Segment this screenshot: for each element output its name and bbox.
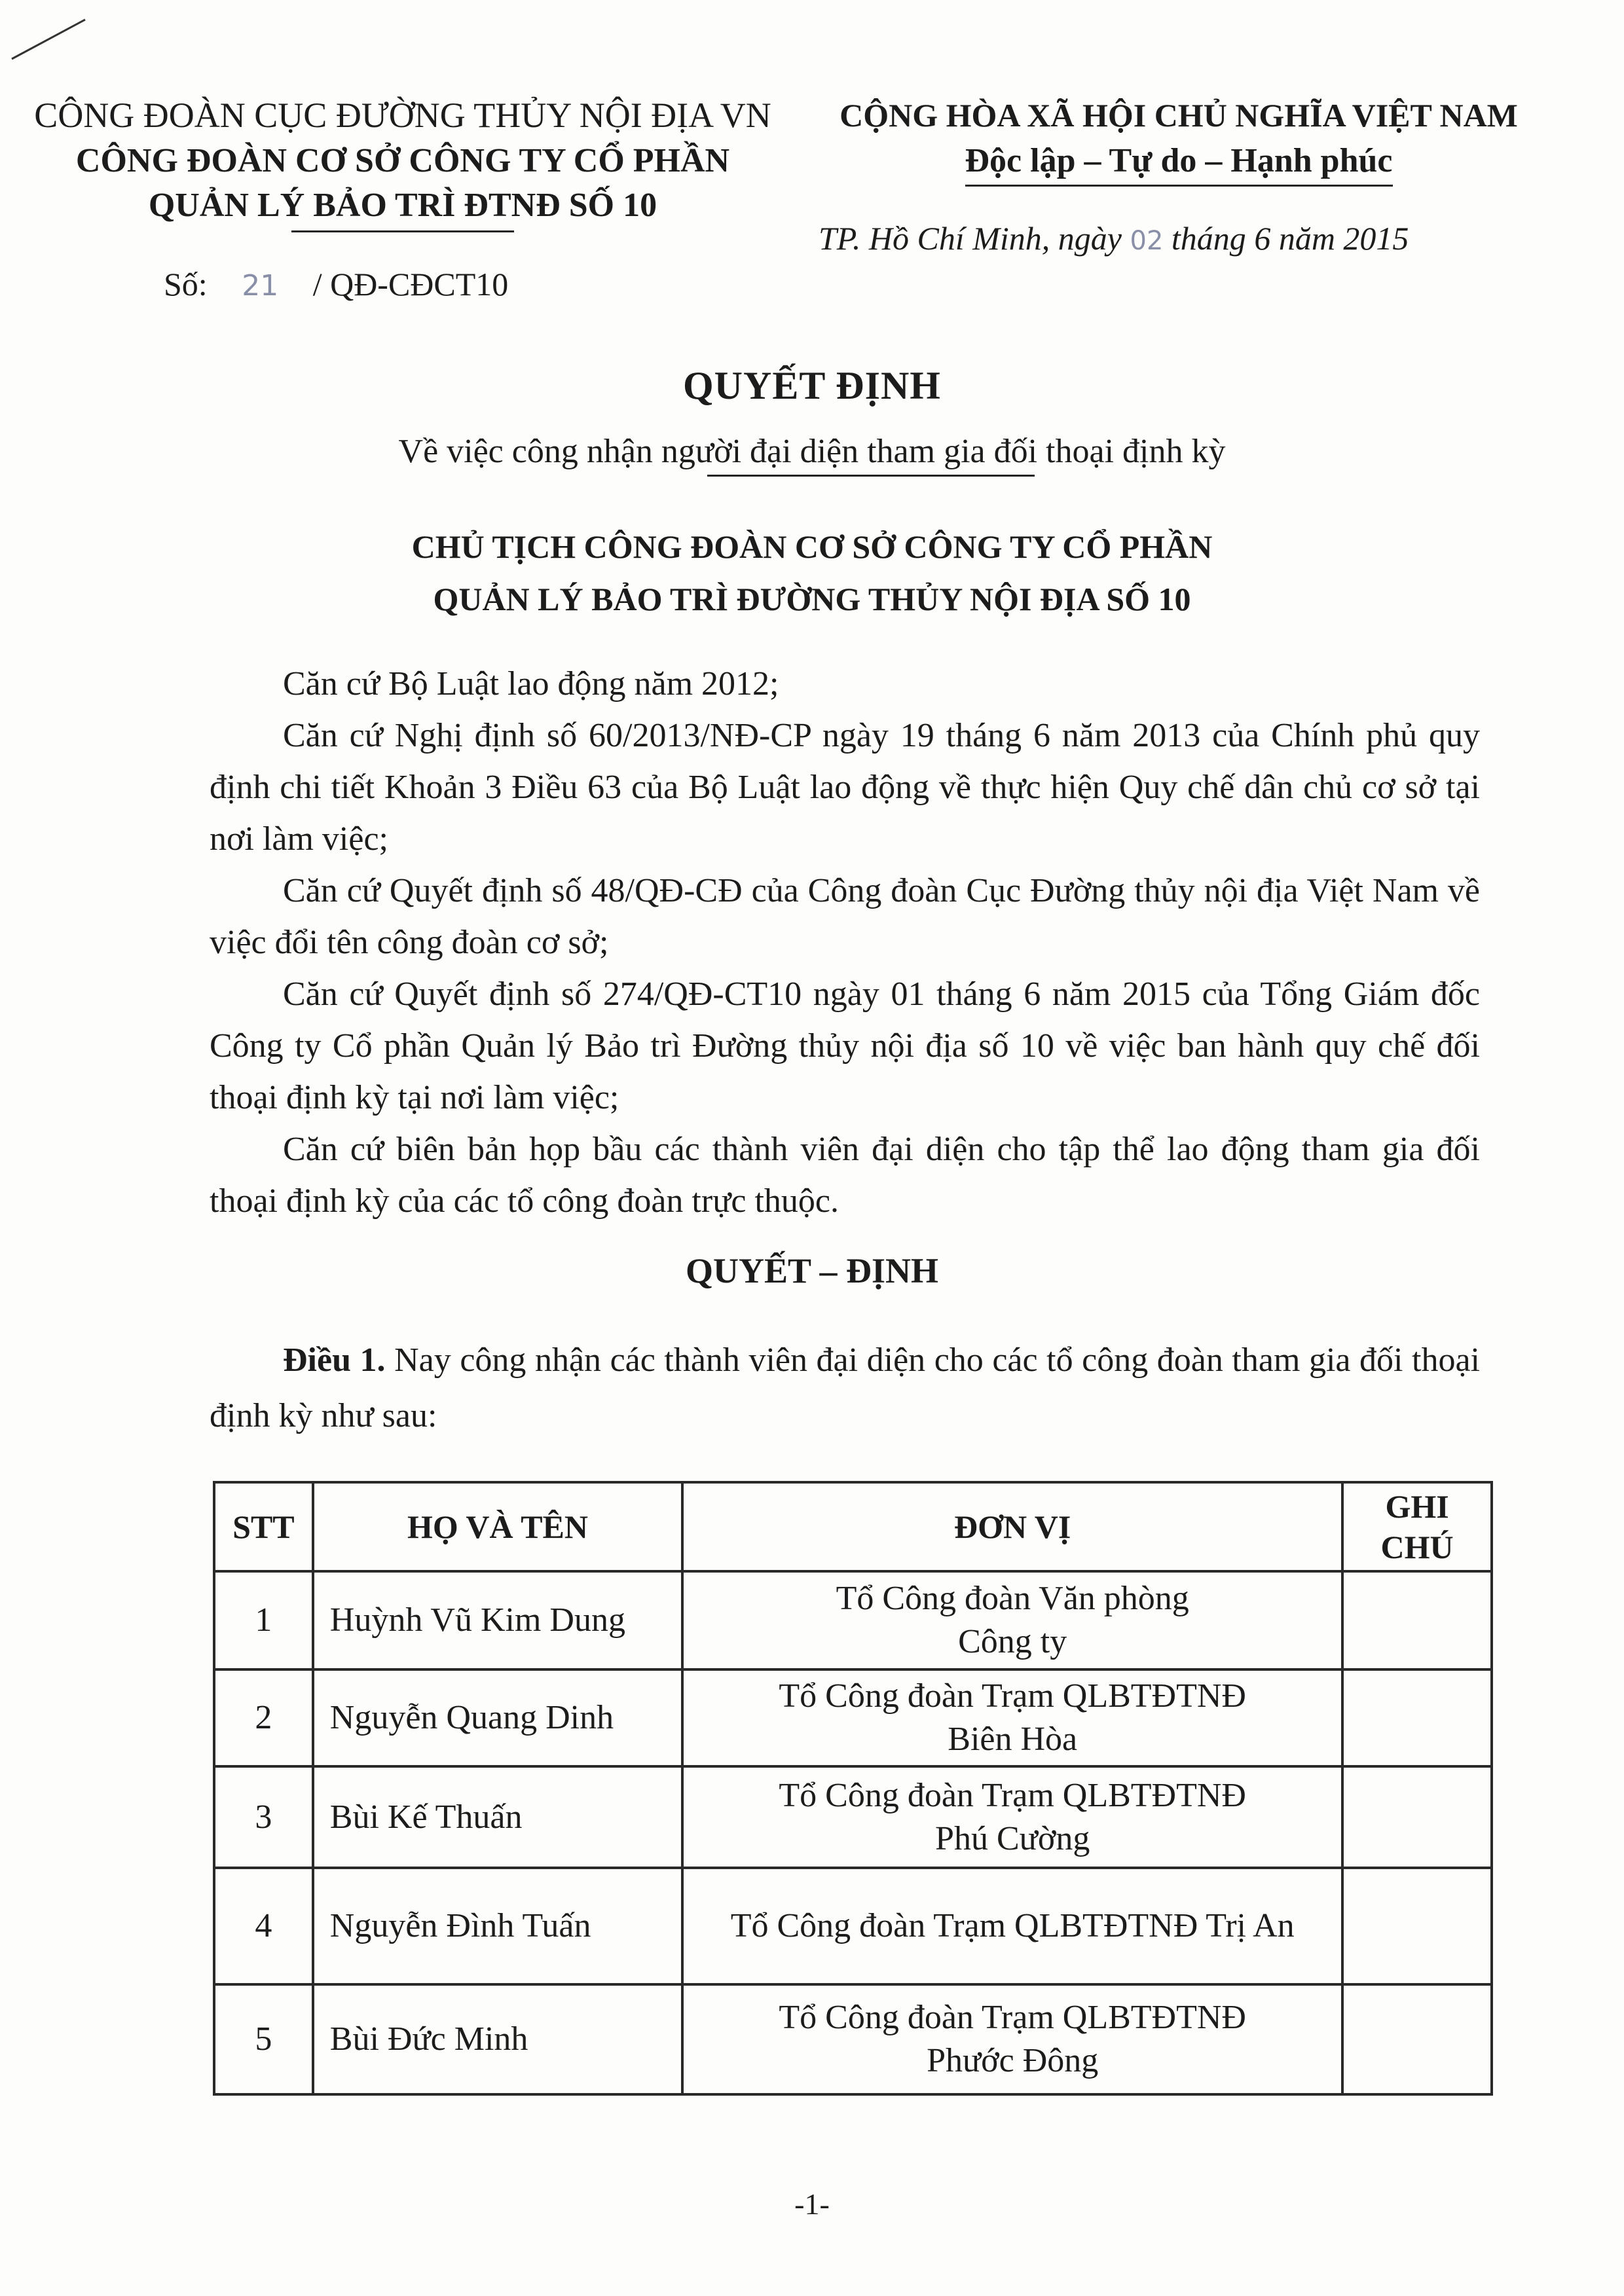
cell-stt: 5 bbox=[214, 1984, 313, 2094]
cell-name: Huỳnh Vũ Kim Dung bbox=[313, 1571, 682, 1669]
doc-number-suffix: / QĐ-CĐCT10 bbox=[312, 266, 509, 302]
cell-note bbox=[1342, 1571, 1492, 1669]
table-row bbox=[214, 1868, 1492, 1984]
cell-unit-line1: Tổ Công đoàn Văn phòng bbox=[836, 1580, 1189, 1617]
document-number bbox=[164, 265, 508, 303]
header-note bbox=[1342, 1482, 1492, 1571]
header-note-line2: CHÚ bbox=[1380, 1529, 1454, 1565]
authority-line2: QUẢN LÝ BẢO TRÌ ĐƯỜNG THỦY NỘI ĐỊA SỐ 10 bbox=[433, 581, 1191, 617]
date-month-label: tháng bbox=[1171, 220, 1246, 257]
issuing-authority bbox=[0, 520, 1624, 625]
date-year-label: năm bbox=[1278, 220, 1335, 257]
union-name-line1: CÔNG ĐOÀN CƠ SỞ CÔNG TY CỔ PHẦN bbox=[75, 142, 730, 179]
doc-number-value: 21 bbox=[242, 269, 279, 302]
cell-unit bbox=[682, 1669, 1342, 1766]
date-year: 2015 bbox=[1343, 220, 1409, 257]
cell-unit bbox=[682, 1984, 1342, 2094]
header-stt: STT bbox=[214, 1482, 313, 1571]
header-left-underline bbox=[291, 230, 514, 232]
cell-note bbox=[1342, 1984, 1492, 2094]
cell-stt: 4 bbox=[214, 1868, 313, 1984]
national-motto bbox=[786, 92, 1572, 187]
legal-basis-4: Căn cứ Quyết định số 274/QĐ-CT10 ngày 01 tháng 6 năm 2015 của Tổng Giám đốc Công ty Cổ phần Quản lý Bảo trì Đường thủy nội địa số 10 về việc ban hành quy chế đối thoại định kỳ tại nơi làm việc; bbox=[210, 975, 1480, 1116]
date-line bbox=[819, 219, 1409, 257]
cell-stt: 3 bbox=[214, 1766, 313, 1868]
article-1-label: Điều 1. bbox=[283, 1341, 386, 1379]
legal-basis-3: Căn cứ Quyết định số 48/QĐ-CĐ của Công đoàn Cục Đường thủy nội địa Việt Nam về việc đổi tên công đoàn cơ sở; bbox=[210, 872, 1480, 961]
subtitle-underline bbox=[707, 475, 1035, 477]
cell-unit-line1: Tổ Công đoàn Trạm QLBTĐTNĐ bbox=[779, 1677, 1246, 1715]
date-month: 6 bbox=[1254, 220, 1271, 257]
cell-unit-line2: Phú Cường bbox=[935, 1819, 1090, 1857]
header-name: HỌ VÀ TÊN bbox=[313, 1482, 682, 1571]
decision-heading: QUYẾT – ĐỊNH bbox=[685, 1251, 939, 1290]
page-number: -1- bbox=[794, 2187, 830, 2221]
legal-basis-5: Căn cứ biên bản họp bầu các thành viên đại diện cho tập thể lao động tham gia đối thoại định kỳ của các tổ công đoàn trực thuộc. bbox=[210, 1131, 1480, 1220]
cell-unit-line1: Tổ Công đoàn Trạm QLBTĐTNĐ Trị An bbox=[730, 1907, 1295, 1944]
date-prefix: TP. Hồ Chí Minh, ngày bbox=[819, 220, 1122, 257]
union-name-line2-text: QUẢN LÝ BẢO TRÌ ĐTNĐ SỐ 10 bbox=[148, 187, 657, 224]
legal-basis-2: Căn cứ Nghị định số 60/2013/NĐ-CP ngày 19 tháng 6 năm 2013 của Chính phủ quy định chi tiết Khoản 3 Điều 63 của Bộ Luật lao động về thực hiện Quy chế dân chủ cơ sở tại nơi làm việc; bbox=[210, 717, 1480, 858]
cell-unit-line1: Tổ Công đoàn Trạm QLBTĐTNĐ bbox=[779, 1776, 1246, 1814]
date-day: 02 bbox=[1130, 226, 1164, 256]
cell-name: Nguyễn Quang Dinh bbox=[313, 1669, 682, 1766]
cell-name: Bùi Kế Thuấn bbox=[313, 1766, 682, 1868]
cell-stt: 1 bbox=[214, 1571, 313, 1669]
table-row bbox=[214, 1571, 1492, 1669]
doc-number-label: Số: bbox=[164, 266, 208, 302]
article-1 bbox=[210, 1332, 1480, 1444]
cell-unit-line2: Công ty bbox=[958, 1623, 1067, 1660]
table-header-row bbox=[214, 1482, 1492, 1571]
issuing-organization bbox=[20, 92, 786, 232]
cell-unit bbox=[682, 1571, 1342, 1669]
cell-name: Nguyễn Đình Tuấn bbox=[313, 1868, 682, 1984]
representatives-table bbox=[213, 1481, 1493, 2096]
cell-unit bbox=[682, 1766, 1342, 1868]
pen-stroke-mark bbox=[7, 13, 92, 65]
article-1-paragraph bbox=[210, 1332, 1480, 1444]
cell-note bbox=[1342, 1669, 1492, 1766]
subtitle-text: Về việc công nhận người đại diện tham gia đối thoại định kỳ bbox=[398, 433, 1226, 470]
country-name: CỘNG HÒA XÃ HỘI CHỦ NGHĨA VIỆT NAM bbox=[840, 97, 1518, 134]
motto-text: Độc lập – Tự do – Hạnh phúc bbox=[965, 142, 1393, 179]
document-title: QUYẾT ĐỊNH bbox=[683, 364, 941, 407]
cell-note bbox=[1342, 1766, 1492, 1868]
legal-bases bbox=[210, 658, 1480, 1227]
document-subtitle bbox=[0, 432, 1624, 477]
table-row bbox=[214, 1766, 1492, 1868]
table-row bbox=[214, 1669, 1492, 1766]
article-1-text: Nay công nhận các thành viên đại diện cho các tổ công đoàn tham gia đối thoại định kỳ như sau: bbox=[210, 1341, 1481, 1434]
cell-name: Bùi Đức Minh bbox=[313, 1984, 682, 2094]
legal-basis-1: Căn cứ Bộ Luật lao động năm 2012; bbox=[283, 665, 779, 702]
union-name-line2 bbox=[149, 183, 657, 232]
header-unit: ĐƠN VỊ bbox=[682, 1482, 1342, 1571]
cell-unit bbox=[682, 1868, 1342, 1984]
cell-unit-line2: Biên Hòa bbox=[948, 1721, 1078, 1758]
cell-note bbox=[1342, 1868, 1492, 1984]
cell-unit-line1: Tổ Công đoàn Trạm QLBTĐTNĐ bbox=[779, 1999, 1246, 2036]
header-note-line1: GHI bbox=[1385, 1488, 1449, 1525]
motto bbox=[965, 139, 1393, 187]
cell-stt: 2 bbox=[214, 1669, 313, 1766]
cell-unit-line2: Phước Đông bbox=[927, 2042, 1099, 2079]
parent-union-name: CÔNG ĐOÀN CỤC ĐƯỜNG THỦY NỘI ĐỊA VN bbox=[34, 96, 771, 135]
authority-line1: CHỦ TỊCH CÔNG ĐOÀN CƠ SỞ CÔNG TY CỔ PHẦN bbox=[411, 528, 1213, 565]
table-row bbox=[214, 1984, 1492, 2094]
motto-underline bbox=[965, 185, 1393, 187]
